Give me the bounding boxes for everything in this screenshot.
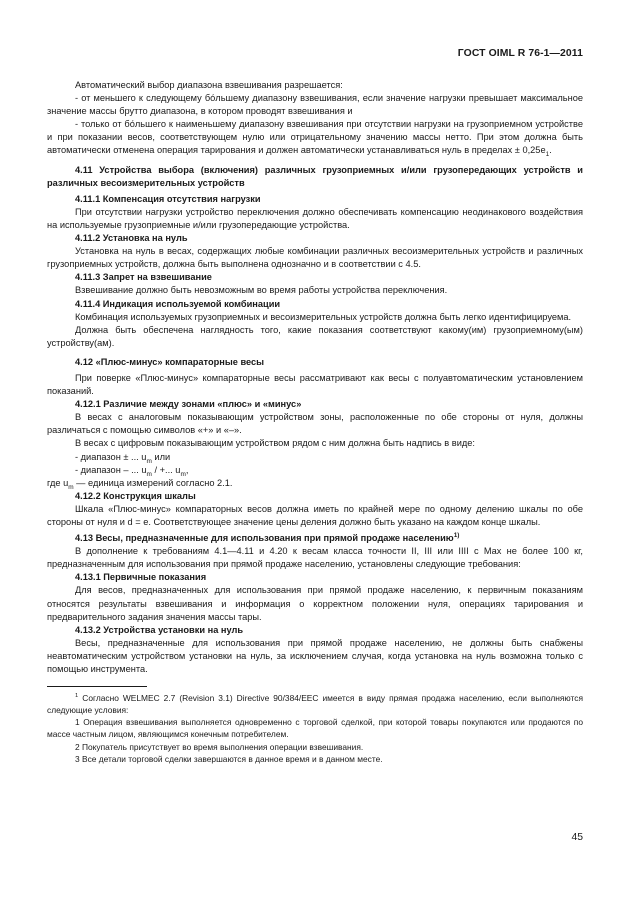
paragraph: При отсутствии нагрузки устройство переключения должно обеспечивать компенсацию неодинакового воздействия на используемые грузоприемные и/или грузопередающие устройства.	[47, 206, 583, 230]
section-heading-4-13-2: 4.13.2 Устройства установки на нуль	[75, 624, 244, 635]
section-heading-4-12: 4.12 «Плюс-минус» компараторные весы	[75, 356, 265, 367]
paragraph: Установка на нуль в весах, содержащих любые комбинации различных весоизмерительных устройств и различных грузоприемных устройств, должна быть выполнена однозначно и в соответствии с 4.5.	[47, 246, 583, 270]
paragraph: Комбинация используемых грузоприемных и весоизмерительных устройств должна быть легко идентифицируема.	[75, 311, 572, 322]
paragraph: - только от бо́льшего к наименьшему диапазону взвешивания при отсутствии нагрузки на грузоприемном устройстве и при показании весов, соответствующем нулю или отрицательному значению массы нетто. При этом должна быть автоматически отменена операция тарирования и должен автоматически устанавливаться нуль в пределах ± $0,25e_1$.	[47, 119, 583, 159]
unit-definition-line: где $u_m$ — единица измерений согласно 2.1.	[47, 477, 233, 491]
paragraph: - от меньшего к следующему бо́льшему диапазону взвешивания, если значение нагрузки превышает максимальное значение массы брутто диапазона, в котором проводят взвешивания и	[47, 93, 583, 117]
paragraph: Для весов, предназначенных для использования при прямой продаже населению, к первичным показаниям относятся результаты взвешивания и информация о корректном положении нуля, операциях тарирования и предварительного задания значения массы тары.	[47, 585, 583, 622]
section-heading-4-11-4: 4.11.4 Индикация используемой комбинации	[75, 298, 281, 309]
paragraph: В дополнение к требованиям 4.1—4.11 и 4.20 к весам класса точности II, III или IIII с Max не более 100 кг, предназначенным для использования при прямой продаже населению, установлены следующие требования:	[47, 546, 583, 570]
paragraph: В весах с цифровым показывающим устройством рядом с ним должна быть надпись в виде:	[75, 438, 475, 449]
paragraph: Взвешивание должно быть невозможным во время работы устройства переключения.	[75, 285, 448, 296]
footnote-ref[interactable]: 1)	[453, 532, 460, 540]
section-heading-4-12-2: 4.12.2 Конструкция шкалы	[75, 490, 196, 501]
section-heading-4-11-2: 4.11.2 Установка на нуль	[75, 233, 188, 244]
footnote-condition: 1 Операция взвешивания выполняется одновременно с торговой сделкой, при которой товары покупаются или продаются по массе частным лицом, являющимся конечным потребителем.	[47, 717, 583, 740]
paragraph: Весы, предназначенные для использования при прямой продаже населению, не должны быть снабжены неавтоматическим устройством установки на нуль, за исключением случая, когда установка на нуль возможна только с помощью инструмента.	[47, 637, 583, 675]
section-heading-4-13-1: 4.13.1 Первичные показания	[75, 572, 207, 583]
footnote: $^1$ Согласно WELMEC 2.7 (Revision 3.1) Directive 90/384/EEC имеется в виду прямая продажа населению, если выполняются следующие условия:	[47, 693, 583, 716]
paragraph: Должна быть обеспечена наглядность того, какие показания соответствуют какому(им) грузоприемному(ым) устройству(ам).	[47, 324, 583, 348]
section-heading-4-13: 4.13 Весы, предназначенные для использования при прямой продаже населению$^{1)}$	[75, 532, 460, 544]
section-heading-4-12-1: 4.12.1 Различие между зонами «плюс» и «минус»	[75, 399, 302, 410]
footnote-condition: 2 Покупатель присутствует во время выполнения операции взвешивания.	[75, 741, 364, 752]
footnote-condition: 3 Все детали торговой сделки завершаются в данное время и в данном месте.	[75, 753, 383, 764]
display-label-line: - диапазон – ... $u_m$ / +... $u_m$,	[75, 464, 189, 478]
footnote-divider	[47, 686, 147, 687]
paragraph: В весах с аналоговым показывающим устройством зоны, расположенные по обе стороны от нуля, должны различаться с помощью символов «+» и «–».	[47, 412, 583, 436]
paragraph: Автоматический выбор диапазона взвешивания разрешается:	[75, 80, 343, 90]
page-number: 45	[571, 832, 583, 843]
section-heading-4-11-1: 4.11.1 Компенсация отсутствия нагрузки	[75, 193, 261, 204]
section-heading-4-11: 4.11 Устройства выбора (включения) различных грузоприемных и/или грузопередающих устройств и различных весоизмерительных устройств	[47, 164, 583, 188]
display-label-line: - диапазон ± ... $u_m$ или	[75, 451, 171, 465]
paragraph: Шкала «Плюс-минус» компараторных весов должна иметь по крайней мере по одному делению шкалы по обе стороны от нуля и d = e. Соответствующее значение цены деления должно быть указано на каждом конце шкалы.	[47, 503, 583, 527]
section-heading-4-11-3: 4.11.3 Запрет на взвешивание	[75, 272, 212, 283]
page-body	[47, 79, 583, 765]
document-code-header: ГОСТ OIML R 76-1—2011	[457, 48, 583, 59]
paragraph: При поверке «Плюс-минус» компараторные весы рассматривают как весы с полуавтоматическим установлением показаний.	[47, 372, 583, 397]
